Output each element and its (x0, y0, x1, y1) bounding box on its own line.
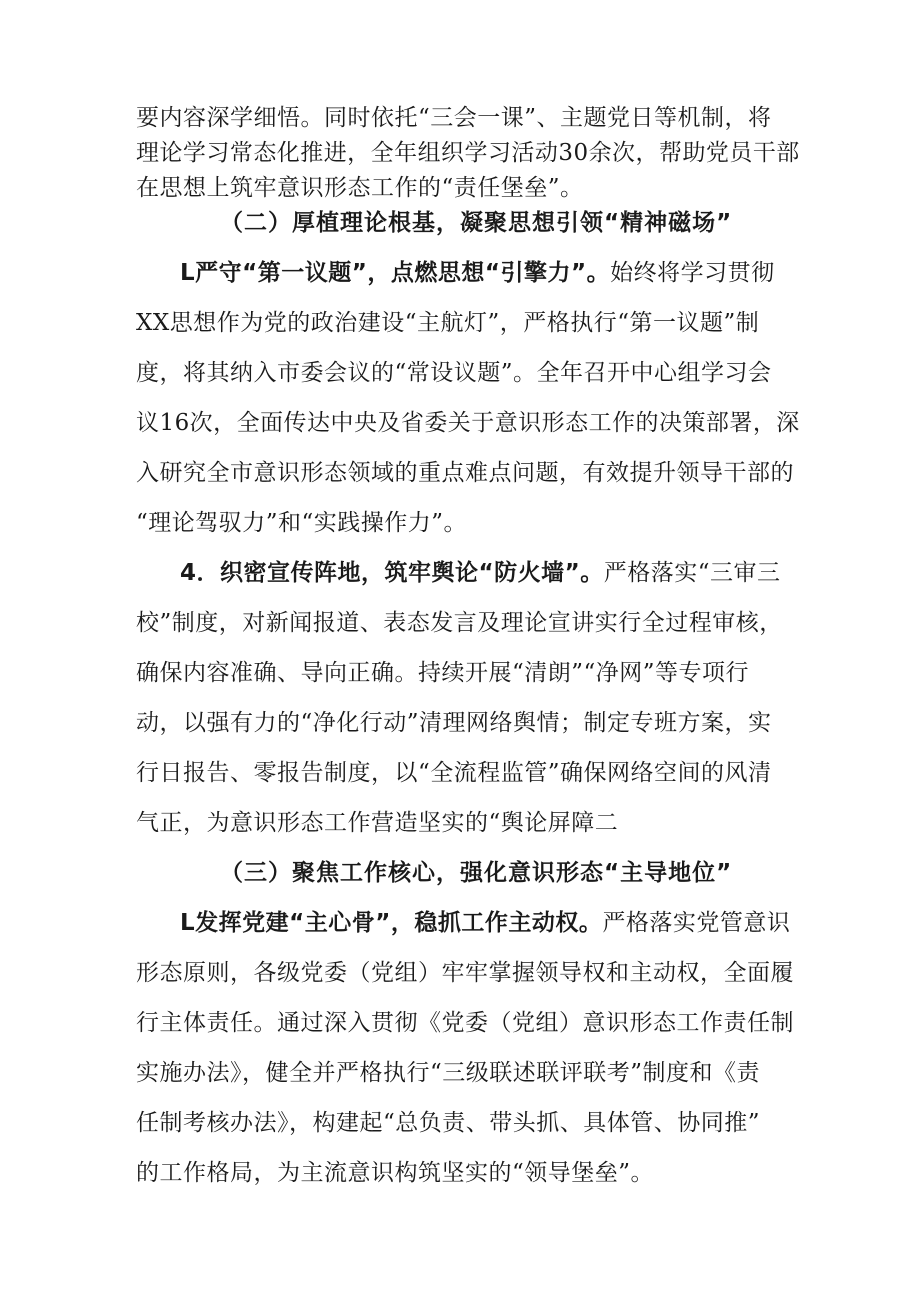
section-2-item-4-line-3: 确保内容准确、导向正确。持续开展“清朗”“净网”等专项行 (136, 660, 750, 686)
section-3-item-1-first-rest: 严格落实党管意识 (602, 910, 791, 936)
section-2-item-4-line-6: 气正，为意识形态工作营造坚实的“舆论屏障二 (136, 810, 619, 836)
section-2-item-1-first-line (180, 258, 775, 288)
section-2-item-4-lead: 4．织密宣传阵地，筑牢舆论“防火墙”。 (180, 560, 604, 586)
section-2-item-4-line-4: 动，以强有力的“净化行动”清理网络舆情；制定专班方案，实 (136, 710, 772, 736)
section-2-heading: （二）厚植理论根基，凝聚思想引领“精神磁场” (220, 210, 733, 236)
section-2-item-1-lead: L严守“第一议题”，点燃思想“引擎力”。 (180, 260, 611, 286)
section-3-item-1-line-2: 形态原则，各级党委（党组）牢牢掌握领导权和主动权，全面履 (136, 960, 794, 986)
section-2-item-4-first-line (180, 558, 781, 588)
section-2-item-1-line-5: 入研究全市意识形态领域的重点难点问题，有效提升领导干部的 (136, 460, 794, 486)
section-3-item-1-line-3: 行主体责任。通过深入贯彻《党委（党组）意识形态工作责任制 (136, 1010, 794, 1036)
intro-line-3: 在思想上筑牢意识形态工作的“责任堡垒”。 (136, 175, 584, 201)
section-2-item-1-line-4: 议16次，全面传达中央及省委关于意识形态工作的决策部署，深 (136, 410, 800, 436)
section-3-heading: （三）聚焦工作核心，强化意识形态“主导地位” (220, 860, 733, 886)
section-3-item-1-first-line (180, 908, 790, 938)
section-2-item-4-first-rest: 严格落实“三审三 (603, 560, 781, 586)
section-2-item-4-line-2: 校”制度，对新闻报道、表态发言及理论宣讲实行全过程审核， (136, 610, 783, 636)
section-3-item-1-lead: L发挥党建“主心骨”，稳抓工作主动权。 (180, 910, 603, 936)
section-2-item-1-first-rest: 始终将学习贯彻 (610, 260, 775, 286)
section-3-item-1-line-5: 任制考核办法》，构建起“总负责、带头抓、具体管、协同推” (136, 1110, 761, 1136)
section-3-item-1-line-6: 的工作格局，为主流意识构筑坚实的“领导堡垒”。 (136, 1160, 655, 1186)
section-3-item-1-line-4: 实施办法》，健全并严格执行“三级联述联评联考”制度和《责 (136, 1060, 761, 1086)
section-2-item-4-line-5: 行日报告、零报告制度，以“全流程监管”确保网络空间的风清 (136, 760, 772, 786)
intro-line-1: 要内容深学细悟。同时依托“三会一课”、主题党日等机制，将 (136, 105, 772, 131)
section-2-item-1-line-2: XX思想作为党的政治建设“主航灯”，严格执行“第一议题”制 (136, 310, 760, 336)
section-2-item-1-line-6: “理论驾驭力”和“实践操作力”。 (136, 510, 468, 536)
intro-line-2: 理论学习常态化推进，全年组织学习活动30余次，帮助党员干部 (136, 140, 800, 166)
section-2-item-1-line-3: 度，将其纳入市委会议的“常设议题”。全年召开中心组学习会 (136, 360, 772, 386)
